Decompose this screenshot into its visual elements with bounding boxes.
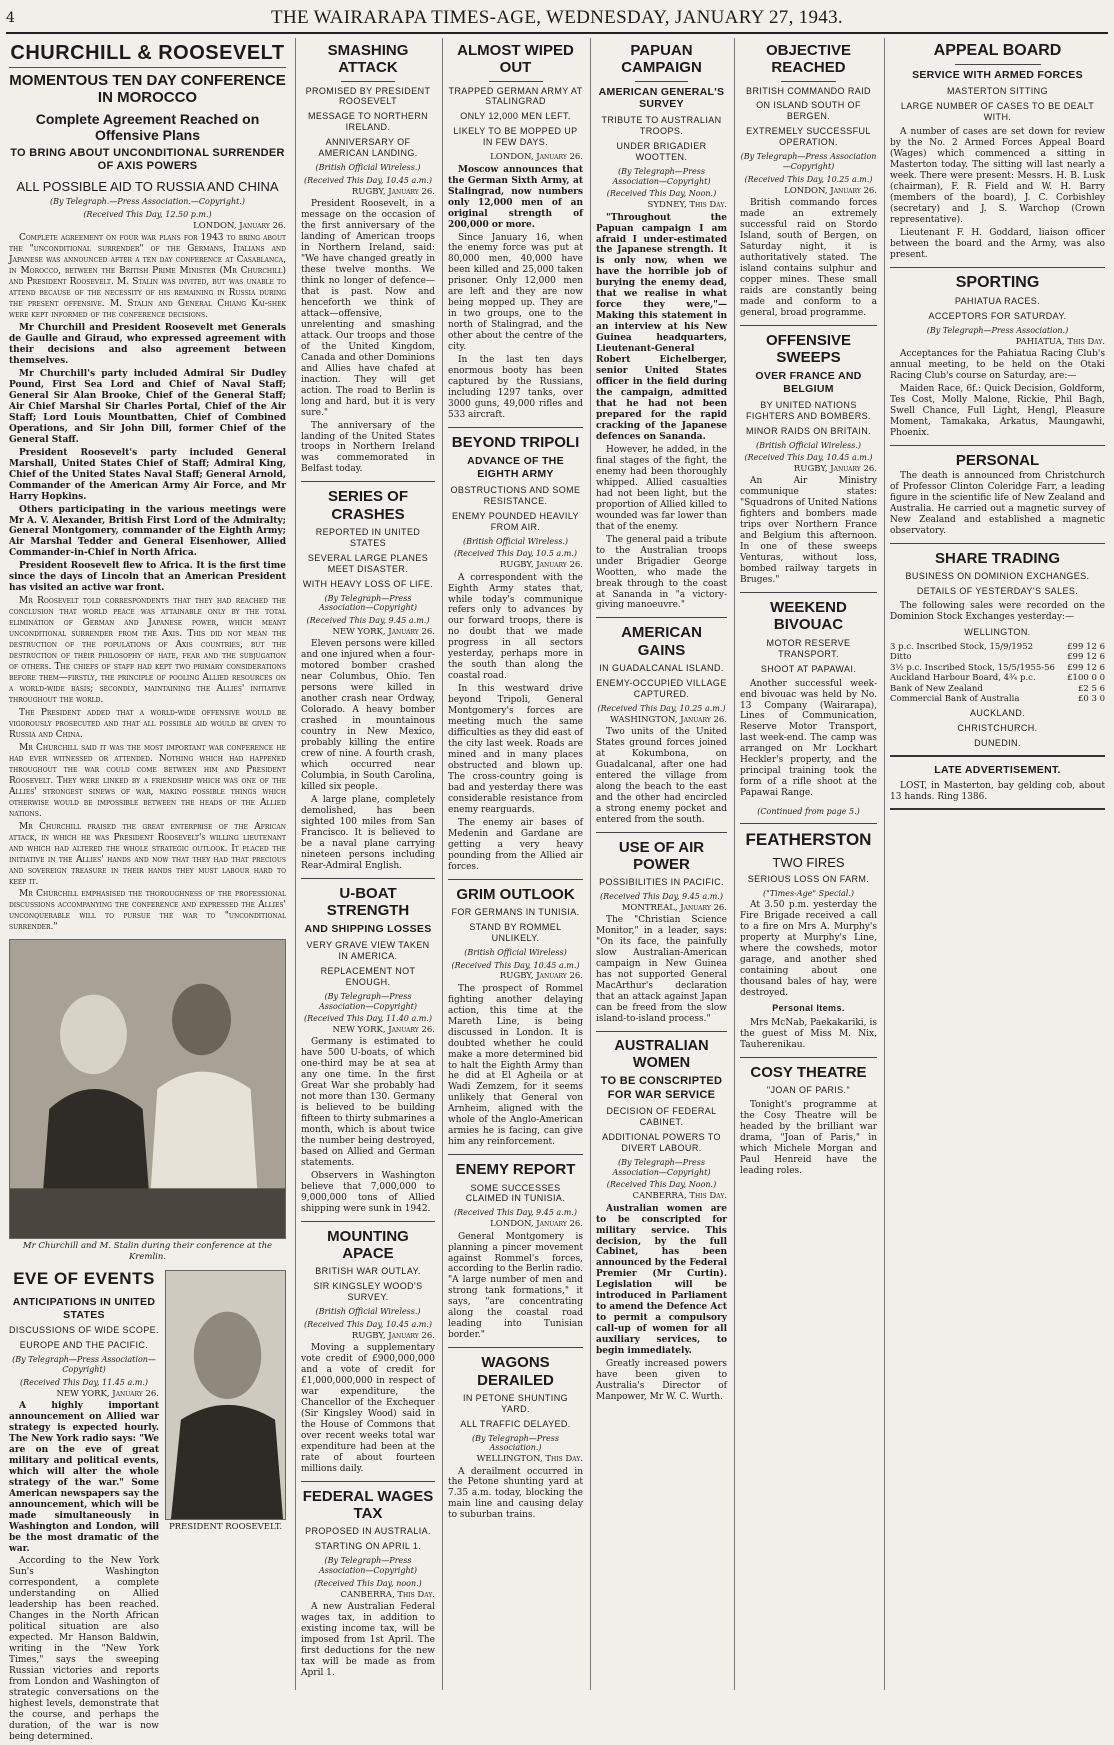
article-paragraph: "Throughout the Papuan campaign I am afraid I under-estimated the Japanese strength. It is only now, when we have the horrible job of burying the enemy dead, that we realise in what force they were,"—Making this statement in an interview at his New Guinea headquarters, Lieutenant-General Robert Eichelberger, senior United States officer in the field during the campaign, admitted that he had not been prepared for the rapid cracking of the Japanese defences on Sananda. — [596, 212, 727, 442]
article-subheading: SHOOT AT PAPAWAI. — [760, 663, 857, 674]
article-paragraph: A highly important announcement on Allied war strategy is expected hourly. The New York radio says: "We are on the eve of great military and political events, which will alter the whole strategy of the war." Some American newspapers say the announcement, which will be made simultaneously in Washington and London, will be the most dramatic of the war. — [9, 1400, 159, 1554]
table-row — [890, 642, 1105, 652]
article-paragraph: Mr Churchill's party included Admiral Sir Dudley Pound, First Sea Lord and Chief of Naval Staff; General Sir Alan Brooke, Chief of the General Staff; Air Chief Marshal Sir Charles Portal, Chief of the Air Staff; Lord Louis Mountbatten, Chief of Combined Operations, and Sir John Dill, former Chief of the General Staff. — [9, 368, 286, 445]
article-subheading: UNDER BRIGADIER WOOTTEN. — [616, 141, 707, 162]
credit-line: (By Telegraph—Press Association—Copyright) — [319, 593, 417, 613]
article-subheading: REPLACEMENT NOT ENOUGH. — [320, 965, 416, 987]
exchange-city: AUCKLAND. — [969, 708, 1026, 719]
article-headline: BEYOND TRIPOLI — [451, 433, 580, 451]
article-headline: COSY THEATRE — [750, 1063, 867, 1081]
article-paragraph: Tonight's programme at the Cosy Theatre will be headed by the brilliant war drama, "Joan of Paris," in which Michele Morgan and Paul Henreid have the leading roles. — [740, 1099, 877, 1176]
article-paragraph: Mr Churchill praised the great enterprise of the African attack, in which he was President Roosevelt's willing lieutenant and which had altered the whole strategic outlook. It placed the initiative in the Allies' hands and now that they had that precious and sovereign treasure in their hands they must labour hard to keep it. — [9, 821, 286, 887]
article-headline: SMASHING ATTACK — [327, 42, 409, 77]
article-paragraph: Moscow announces that the German Sixth Army, at Stalingrad, now numbers only 12,000 men of an original strength of 200,000 or more. — [448, 164, 583, 230]
share-label: Auckland Harbour Board, 4¾ p.c. — [890, 673, 1036, 684]
article-paragraph: The general paid a tribute to the Australian troops under Brigadier George Wootten, who made the break through to the coast at Sananda in "a victory-giving manoeuvre." — [596, 534, 727, 611]
received-line: (Received This Day, 12.50 p.m.) — [83, 210, 212, 220]
column-1 — [4, 38, 291, 1742]
article-paragraph: Acceptances for the Pahiatua Racing Club's annual meeting, to be held on the Otaki Racing Club's course on Saturday, are:— — [890, 349, 1105, 382]
received-line: (Received This Day, Noon.) — [606, 1180, 717, 1190]
received-line: (Received This Day, 10.45 a.m.) — [744, 453, 873, 463]
photo-caption: Mr Churchill and M. Stalin during their conference at the Kremlin. — [22, 1241, 273, 1262]
table-row — [890, 673, 1105, 683]
article-paragraph: Mr Churchill and President Roosevelt met Generals de Gaulle and Giraud, who expressed agreement with their decisions and also agreement between themselves. — [9, 323, 286, 366]
article-headline: WAGONS DERAILED — [477, 1354, 554, 1389]
article-headline: ENEMY REPORT — [455, 1161, 576, 1179]
article-paragraph: The following sales were recorded on the Dominion Stock Exchanges yesterday:— — [890, 601, 1105, 623]
dateline: MONTREAL, January 26. — [621, 902, 727, 913]
article-headline: MOUNTING APACE — [327, 1227, 409, 1263]
article-paragraph: Maiden Race, 6f.: Quick Decision, Goldform, Tes Cost, Molly Malone, Rickie, Phil Bagh, Swell Chance, Full Light, Hengl, Pleasure Moment, Tamakaka, Arkatus, Maungawhi, Phoenix. — [890, 384, 1105, 438]
article-subheading: SIR KINGSLEY WOOD'S SURVEY. — [313, 1281, 423, 1303]
dateline: LONDON, January 26. — [193, 220, 286, 231]
credit-line: (By Telegraph—Press Association.) — [472, 1433, 559, 1453]
article-subheading: ENEMY-OCCUPIED VILLAGE CAPTURED. — [596, 677, 727, 699]
share-label: Ditto — [890, 652, 912, 663]
article-subheading: IN PETONE SHUNTING YARD. — [462, 1392, 569, 1414]
article-subheading: SERIOUS LOSS ON FARM. — [747, 874, 870, 885]
personal-items-heading: Personal Items. — [772, 1002, 845, 1013]
received-line: (Received This Day, 11.45 a.m.) — [20, 1377, 148, 1387]
article-headline: AUSTRALIAN WOMEN — [614, 1037, 709, 1071]
article-headline: SPORTING — [955, 273, 1040, 291]
article-headline: SERIES OF CRASHES — [327, 488, 409, 523]
article-subheading: BUSINESS ON DOMINION EXCHANGES. — [905, 571, 1090, 582]
article-subheading: ADVANCE OF THE EIGHTH ARMY — [467, 455, 564, 481]
dateline: LONDON, January 26. — [490, 1219, 583, 1230]
share-label: Bank of New Zealand — [890, 683, 983, 694]
article-paragraph: Since January 16, when the enemy force was put at 80,000 men, 40,000 have been killed and 25,000 taken prisoner. Only 12,000 men are left and they are now being mopped up. They are in two groups, one to the north of Stalingrad, and the other about the centre of the city. — [448, 232, 583, 353]
credit-line: ("Times-Age" Special.) — [762, 889, 855, 899]
masthead — [6, 4, 1108, 34]
article-subheading: MESSAGE TO NORTHERN IRELAND. — [307, 111, 429, 133]
article-paragraph: Moving a supplementary vote credit of £900,000,000 and a vote of credit for £1,000,000,000 in respect of war expenditure, the Chancellor of the Exchequer (Sir Kingsley Wood) said in the House of Commons that over recent weeks total war expenditure had been at the rate of about fourteen millions daily. — [301, 1343, 435, 1474]
article-subheading: POSSIBILITIES IN PACIFIC. — [599, 877, 724, 888]
article-paragraph: At 3.50 p.m. yesterday the Fire Brigade received a call to a fire on Mrs A. Murphy's property at Murphy's Line, where the cowsheds, motor garage, and another shed containing about one thousand bales of hay, were destroyed. — [740, 900, 877, 998]
article-paragraph: Mr Churchill emphasised the thoroughness of the professional discussions accompanying the conference and expressed the Allies' unconquerable will to pursue the war to "unconditional surrender." — [9, 889, 286, 933]
share-price: £2 5 6 — [1077, 683, 1105, 694]
article-paragraph: An Air Ministry communique states: "Squadrons of United Nations fighters and bombers made trips over Northern France and Belgium this afternoon. In one of these sweeps Venturas, without loss, bombed railway targets in Bruges." — [740, 476, 877, 586]
churchill-stalin-photo — [9, 939, 286, 1239]
article-subheading: DETAILS OF YESTERDAY'S SALES. — [916, 586, 1079, 597]
received-line: (Received This Day, 11.40 a.m.) — [304, 1014, 432, 1024]
column-5 — [734, 38, 882, 1690]
roosevelt-portrait — [165, 1270, 286, 1520]
dateline: NEW YORK, January 26. — [56, 1388, 159, 1399]
article-headline: USE OF AIR POWER — [618, 838, 705, 873]
credit-line: (By Telegraph—Press Association—Copyright) — [319, 1556, 417, 1576]
article-paragraph: Complete agreement on four war plans for 1943 to bring about the "unconditional surrender" of the Germans, Italians and Japanese was announced after a ten day conference at Casablanca, in Morocco, between the British Prime Minister (Mr Churchill) and President Roosevelt. M. Stalin was invited, but was unable to attend because of the necessity of his remaining in Russia during the present offensive. M. Stalin and General Chiang Kai-shek were kept informed of the conference decisions. — [9, 233, 286, 321]
article-subheading: DECISION OF FEDERAL CABINET. — [606, 1106, 717, 1128]
article-paragraph: Eleven persons were killed and one injured when a four-motored bomber crashed near Columbus, Ohio. Ten persons were killed in another crash near Ordway, Colorado. A heavy bomber crashed in mountainous country in New Mexico, probably killing the entire crew of nine. A fourth crash, which occurred near Columbia, in South Carolina, killed six people. — [301, 639, 435, 792]
article-paragraph: Mrs McNab, Paekakariki, is the guest of Miss M. Nix, Tauherenikau. — [740, 1017, 877, 1050]
main-deck: Complete Agreement Reached on Offensive Plans — [35, 110, 260, 143]
article-headline: ALMOST WIPED OUT — [457, 42, 574, 77]
credit-line: (By Telegraph—Press Association—Copyright) — [612, 1157, 711, 1177]
article-subheading: "JOAN OF PARIS." — [766, 1085, 851, 1096]
article-paragraph: Observers in Washington believe that 7,000,000 to 9,000,000 tons of Allied shipping were sunk in 1942. — [301, 1171, 435, 1214]
article-headline: OBJECTIVE REACHED — [765, 42, 852, 77]
credit-line: (By Telegraph—Press Association.) — [926, 326, 1069, 336]
article-paragraph: The enemy air bases of Medenin and Gardane are getting a very heavy pounding from the Allied air forces. — [448, 817, 583, 872]
article-subheading: AND SHIPPING LOSSES — [304, 923, 432, 936]
article-paragraph: Others participating in the various meetings were Mr A. V. Alexander, British First Lord of the Admiralty; General Montgomery, commander of the Eighth Army; Air Marshal Tedder and General Eisenhower, Allied Commander-in-Chief in North Africa. — [9, 504, 286, 559]
article-paragraph: British commando forces made an extremely successful raid on Stordo Island, south of Bergen, on Saturday night, it is authoritatively stated. The island contains sulphur and copper mines. These small raids are constantly being made and conform to a general, broad programme. — [740, 197, 877, 318]
dateline: RUGBY, January 26. — [351, 1330, 435, 1341]
article-paragraph: In this westward drive beyond Tripoli, General Montgomery's forces are meeting much the same difficulties as they did east of the city last week. Roads are mined and in many places obstructed and blown up. The cross-country going is bad and yesterday there was considerable resistance from enemy rearguards. — [448, 684, 583, 815]
received-line: (Received This Day, 10.5 a.m.) — [454, 549, 577, 559]
article-subheading: REPORTED IN UNITED STATES — [315, 526, 421, 548]
article-paragraph: Australian women are to be conscripted for military service. This decision, by the full Cabinet, has been announced by the Federal Premier (Mr Curtin). Legislation will be introduced in Parliament to amend the Defence Act to permit a compulsory call-up of women for all auxiliary services, to begin immediately. — [596, 1203, 727, 1357]
article-paragraph: The prospect of Rommel fighting another delaying action, this time at the Mareth Line, is being discussed in London. It is doubted whether he could make a more determined bid to halt the Eighth Army than he did at El Agheila or at Wadi Zemzem, for it seems unlikely that General von Arnheim, aligned with the whole of the Anglo-American armies he is facing, can give him any reinforcement. — [448, 983, 583, 1148]
article-paragraph: Two units of the United States ground forces joined at Kokumbona, on Guadalcanal, after one had entered the village from along the beach to the east and the other had encircled a strong enemy pocket and entered from the south. — [596, 726, 727, 825]
received-line: (Received This Day, 9.45 a.m.) — [306, 616, 430, 626]
article-subheading: BRITISH WAR OUTLAY. — [315, 1266, 421, 1277]
article-subheading: AMERICAN GENERAL'S SURVEY — [598, 85, 725, 111]
dateline: RUGBY, January 26. — [499, 971, 583, 982]
article-paragraph: The anniversary of the landing of the United States troops in Northern Ireland was commemorated in Belfast today. — [301, 420, 435, 475]
table-row — [890, 694, 1105, 704]
article-paragraph: However, he added, in the final stages of the fight, the enemy had been thoroughly whipped. Allied casualties had not been light, but the proportion of Allied killed to wounded was far lower than that of the enemy. — [596, 444, 727, 532]
article-subheading: BY UNITED NATIONS FIGHTERS AND BOMBERS. — [746, 399, 871, 421]
column-3 — [442, 38, 588, 1690]
credit-line: (British Official Wireless.) — [462, 536, 569, 546]
received-line: (Received This Day, Noon.) — [606, 189, 717, 199]
article-subheading: MINOR RAIDS ON BRITAIN. — [745, 425, 872, 436]
article-paragraph: A correspondent with the Eighth Army states that, while today's communique refers only to advances by our forward troops, there is no doubt that we made progress in all sectors yesterday, perhaps more in the south than along the coastal road. — [448, 572, 583, 682]
article-subheading: ONLY 12,000 MEN LEFT. — [460, 111, 571, 122]
article-subheading: EXTREMELY SUCCESSFUL OPERATION. — [746, 126, 871, 148]
article-headline: OFFENSIVE SWEEPS — [765, 331, 851, 366]
dateline: NEW YORK, January 26. — [332, 1025, 435, 1036]
eve-subheading: ANTICIPATIONS IN UNITED STATES — [12, 1295, 156, 1321]
received-line: (Received This Day, 10.25 a.m.) — [744, 174, 873, 184]
article-subheading: FOR GERMANS IN TUNISIA. — [451, 906, 580, 917]
dateline: LONDON, January 26. — [490, 152, 583, 163]
article-subheading: VERY GRAVE VIEW TAKEN IN AMERICA. — [306, 939, 430, 961]
late-ad-title: LATE ADVERTISEMENT. — [934, 764, 1061, 777]
dateline: WELLINGTON, This Day. — [476, 1454, 583, 1465]
article-subheading: LARGE NUMBER OF CASES TO BE DEALT WITH. — [900, 101, 1095, 123]
article-paragraph: Lieutenant F. H. Goddard, liaison officer between the board and the Army, was also present. — [890, 227, 1105, 260]
article-paragraph: A large plane, completely demolished, has been sighted 100 miles from San Francisco. It is believed to be a naval plane carrying nineteen persons including Rear-Admiral English. — [301, 794, 435, 871]
received-line: (Received This Day, 10.45 a.m.) — [451, 960, 580, 970]
article-subheading: TWO FIRES — [772, 854, 845, 870]
article-subheading: ANNIVERSARY OF AMERICAN LANDING. — [318, 137, 418, 159]
article-headline: PERSONAL — [955, 451, 1040, 469]
article-subheading: OBSTRUCTIONS AND SOME RESISTANCE. — [450, 484, 581, 506]
received-line: (Received This Day, noon.) — [314, 1578, 422, 1588]
credit-line: (By Telegraph—Press Association—Copyright) — [12, 1355, 156, 1375]
credit-line: (British Official Wireless) — [464, 947, 567, 957]
received-line: (Received This Day, 10.25 a.m.) — [597, 703, 726, 713]
article-paragraph: Germany is estimated to have 500 U-boats, of which one-third may be at sea at any one time. In the first Great War she probably had not more than 130. Germany is believed to be building fifteen to thirty submarines a month, which is about twice the number being destroyed, based on Allied and German statements. — [301, 1037, 435, 1169]
credit-line: (By Telegraph.—Press Association.—Copyright.) — [49, 197, 246, 207]
article-headline: APPEAL BOARD — [933, 42, 1062, 59]
credit-line: (British Official Wireless.) — [315, 163, 421, 173]
article-subheading: ENEMY POUNDED HEAVILY FROM AIR. — [452, 510, 579, 532]
eve-of-events-title: EVE OF EVENTS — [13, 1269, 155, 1289]
table-row — [890, 652, 1105, 662]
article-paragraph: According to the New York Sun's Washington correspondent, a complete understanding on Allied leadership has been reached. Changes in the North African political situation are also expected. Mr Hanson Baldwin, writing in the "New York Times," says the sweeping Russian victories and reports from London and Washington of strategic conversations on the highest levels, demonstrate that the course, and perhaps the duration, of the war is now being determined. — [9, 1556, 159, 1742]
main-headline: CHURCHILL & ROOSEVELT — [9, 38, 286, 68]
exchange-city: WELLINGTON. — [964, 627, 1031, 638]
article-paragraph: Mr Churchill said it was the most important war conference he had ever witnessed or attended. Nothing which had happened throughout the war could come between him and President Roosevelt. They were linked by a friendship which was one of the Allies' strongest sinews of war, making possible things which otherwise would be impossible between the heads of the Allied nations. — [9, 742, 286, 819]
article-subheading: BRITISH COMMANDO RAID — [746, 85, 871, 96]
share-price: £100 0 0 — [1067, 673, 1105, 684]
dateline: PAHIATUA, This Day. — [1015, 336, 1105, 347]
dateline: SYDNEY, This Day. — [647, 200, 727, 211]
article-subheading: OVER FRANCE AND BELGIUM — [755, 370, 862, 395]
article-subheading: SEVERAL LARGE PLANES MEET DISASTER. — [307, 552, 429, 574]
article-headline: SHARE TRADING — [934, 549, 1060, 567]
article-paragraph: President Roosevelt flew to Africa. It is the first time since the days of Lincoln that an American President has visited an active war front. — [9, 561, 286, 594]
article-headline: GRIM OUTLOOK — [456, 885, 575, 903]
article-subheading: LIKELY TO BE MOPPED UP IN FEW DAYS. — [453, 126, 578, 148]
article-subheading: SERVICE WITH ARMED FORCES — [912, 69, 1083, 82]
article-subheading: TRIBUTE TO AUSTRALIAN TROOPS. — [601, 115, 722, 137]
share-label: 3 p.c. Inscribed Stock, 15/9/1952 — [890, 642, 1034, 653]
article-subheading: TO BE CONSCRIPTED FOR WAR SERVICE — [600, 1075, 723, 1101]
article-headline: PAPUAN CAMPAIGN — [621, 42, 702, 77]
share-price: £99 12 6 — [1067, 652, 1105, 663]
portrait-caption: PRESIDENT ROOSEVELT. — [168, 1522, 283, 1533]
article-subheading: TRAPPED GERMAN ARMY AT STALINGRAD — [448, 85, 583, 107]
article-headline: AMERICAN GAINS — [621, 624, 702, 659]
dateline: CANBERRA, This Day. — [632, 1191, 727, 1202]
late-advertisement — [890, 755, 1105, 810]
article-subheading: ADDITIONAL POWERS TO DIVERT LABOUR. — [602, 1132, 721, 1154]
credit-line: (British Official Wireless.) — [755, 440, 862, 450]
article-headline: FEDERAL WAGES TAX — [302, 1487, 434, 1523]
article-subheading: SOME SUCCESSES CLAIMED IN TUNISIA. — [465, 1182, 566, 1204]
article-paragraph: The President added that a world-wide offensive would be vigorously prosecuted and that all possible aid would be given to Russia and China. — [9, 707, 286, 740]
article-subheading: MOTOR RESERVE TRANSPORT. — [766, 637, 851, 659]
exchange-city: CHRISTCHURCH. — [957, 723, 1038, 734]
dateline: RUGBY, January 26. — [499, 560, 583, 571]
page-number: 4 — [6, 10, 16, 26]
article-paragraph: The "Christian Science Monitor," in a leader, says: "On its face, the painfully slow Australian-American campaign in New Guinea has not supported General MacArthur's declaration that an attack against Japan can be freed from the slow island-to-island process." — [596, 915, 727, 1024]
article-headline: WEEKEND BIVOUAC — [770, 599, 847, 634]
dateline: WASHINGTON, January 26. — [610, 714, 727, 725]
article-paragraph: The death is announced from Christchurch of Professor Clinton Coleridge Farr, a leading figure in the scientific life of New Zealand and Australia. He carried out a magnetic survey of New Zealand and established a magnetic observatory. — [890, 471, 1105, 536]
article-subheading: MASTERTON SITTING — [947, 86, 1048, 97]
article-paragraph: A new Australian Federal wages tax, in addition to existing income tax, will be imposed from 1st April. The first deductions for the new tax will be made as from April 1. — [301, 1601, 435, 1678]
dateline: RUGBY, January 26. — [351, 186, 435, 197]
column-2 — [295, 38, 440, 1690]
article-paragraph: A number of cases are set down for review by the No. 2 Armed Forces Appeal Board (Wages) which commenced a sitting in Masterton today. The sitting will last nearly a week. There were present: Messrs. H. B. Lusk (chairman), F. R. Field and W. H. Barry (members of the board), J. C. Corbishley (secretary) and J. S. Warchop (Crown representative). — [890, 127, 1105, 225]
continued-note: (Continued from page 5.) — [757, 807, 860, 817]
article-subheading: PROMISED BY PRESIDENT ROOSEVELT — [305, 85, 431, 107]
column-6 — [884, 38, 1110, 1690]
share-price: £0 3 0 — [1077, 693, 1105, 704]
table-row — [890, 663, 1105, 673]
received-line: (Received This Day, 10.45 a.m.) — [304, 1320, 432, 1330]
article-subheading: ACCEPTORS FOR SATURDAY. — [928, 311, 1067, 322]
article-paragraph: Another successful week-end bivouac was held by No. 13 Company (Wairarapa), Lines of Communication, Reserve Motor Transport, last week-end. The camp was arranged on Mr Lockhart Heckler's property, and the principal training took the form of a rifle shoot at the Papawai Range. — [740, 678, 877, 799]
article-paragraph: Mr Roosevelt told correspondents that they had reached the conclusion that world peace was attainable only by the total elimination of German and Japanese power, which meant unconditional surrender from the Axis. This did not mean the destruction of the populations of Axis countries, but the destruction of their philosophy of hate, fear and the subjugation of others. The chiefs of staff had kept two primary considerations before them—firstly, the principle of pooling Allied resources on a world-wide basis; secondly, maintaining the Allies' initiative throughout the world. — [9, 596, 286, 706]
article-subheading: IN GUADALCANAL ISLAND. — [599, 662, 724, 673]
dateline: LONDON, January 26. — [784, 185, 877, 196]
received-line: (Received This Day, 9.45 a.m.) — [600, 892, 723, 902]
credit-line: (By Telegraph—Press Association—Copyright) — [319, 991, 417, 1011]
share-label: Commercial Bank of Australia — [890, 693, 1020, 704]
share-price: £99 12 6 — [1067, 642, 1105, 653]
article-subheading: ALL TRAFFIC DELAYED. — [460, 1418, 571, 1429]
article-subheading: PAHIATUA RACES. — [954, 296, 1041, 307]
table-row — [890, 684, 1105, 694]
article-paragraph: A derailment occurred in the Petone shunting yard at 7.35 a.m. today, blocking the main line and causing delay to suburban trains. — [448, 1466, 583, 1521]
article-paragraph: President Roosevelt, in a message on the occasion of the first anniversary of the landing of American troops in Northern Ireland, said: "We have changed greatly in these twelve months. We think no longer of defence—that is past. Now and henceforth we think of attack—offensive, unrelenting and smashing attack. Our troops and those of the United Kingdom, Canada and other Dominions and Allies have chafed at inaction. They will get action. The road to Berlin is long and hard, but it is very sure." — [301, 199, 435, 418]
credit-line: (By Telegraph—Press Association—Copyright) — [612, 166, 711, 186]
eve-subheading-2: DISCUSSIONS OF WIDE SCOPE. — [9, 1325, 159, 1336]
share-label: 3½ p.c. Inscribed Stock, 15/5/1955-56 — [890, 662, 1055, 673]
article-paragraph: President Roosevelt's party included General Marshall, United States Chief of Staff; Admiral King, Chief of the United States Naval Staff; General Arnold, Commander of the American Army Air Force, and Mr Harry Hopkins. — [9, 447, 286, 502]
article-headline: U-BOAT STRENGTH — [326, 884, 410, 919]
share-price: £99 12 6 — [1067, 662, 1105, 673]
late-ad-text: LOST, in Masterton, bay gelding cob, about 13 hands. Ring 1386. — [890, 780, 1105, 802]
eve-subheading-3: EUROPE AND THE PACIFIC. — [19, 1340, 149, 1351]
credit-line: (British Official Wireless.) — [315, 1307, 421, 1317]
column-4 — [590, 38, 732, 1690]
dateline: CANBERRA, This Day. — [340, 1589, 435, 1600]
article-subheading: STARTING ON APRIL 1. — [314, 1541, 422, 1552]
share-sales-table — [890, 642, 1105, 704]
article-subheading: WITH HEAVY LOSS OF LIFE. — [302, 578, 434, 589]
masthead-title: THE WAIRARAPA TIMES-AGE, WEDNESDAY, JANUARY 27, 1943. — [271, 7, 843, 28]
article-subheading: PROPOSED IN AUSTRALIA. — [305, 1526, 431, 1537]
article-paragraph: In the last ten days enormous booty has been captured by the Russians, including 1297 tanks, over 3000 guns, 49,000 rifles and 533 aircraft. — [448, 355, 583, 421]
article-subheading: ON ISLAND SOUTH OF BERGEN. — [756, 100, 861, 122]
main-deck-2: TO BRING ABOUT UNCONDITIONAL SURRENDER OF AXIS POWERS — [10, 146, 285, 173]
received-line: (Received This Day, 9.45 a.m.) — [454, 1208, 577, 1218]
credit-line: (By Telegraph—Press Association—Copyright) — [740, 152, 877, 172]
article-subheading: STAND BY ROMMEL UNLIKELY. — [469, 921, 562, 943]
main-subheadline: MOMENTOUS TEN DAY CONFERENCE IN MOROCCO — [9, 72, 286, 107]
dateline: NEW YORK, January 26. — [332, 626, 435, 637]
article-paragraph: Greatly increased powers have been given to Australia's Director of Manpower, Mr W. C. Wurth. — [596, 1359, 727, 1403]
exchange-city: DUNEDIN. — [974, 738, 1021, 749]
received-line: (Received This Day, 10.45 a.m.) — [304, 176, 432, 186]
article-headline: FEATHERSTON — [745, 829, 872, 849]
main-deck-3: ALL POSSIBLE AID TO RUSSIA AND CHINA — [16, 178, 279, 194]
article-paragraph: General Montgomery is planning a pincer movement against Rommel's forces, according to the Berlin radio. "A large number of men and strong tank formations," it says, "are concentrating along the coastal road leading into Tunisian border." — [448, 1231, 583, 1341]
dateline: RUGBY, January 26. — [793, 464, 877, 475]
